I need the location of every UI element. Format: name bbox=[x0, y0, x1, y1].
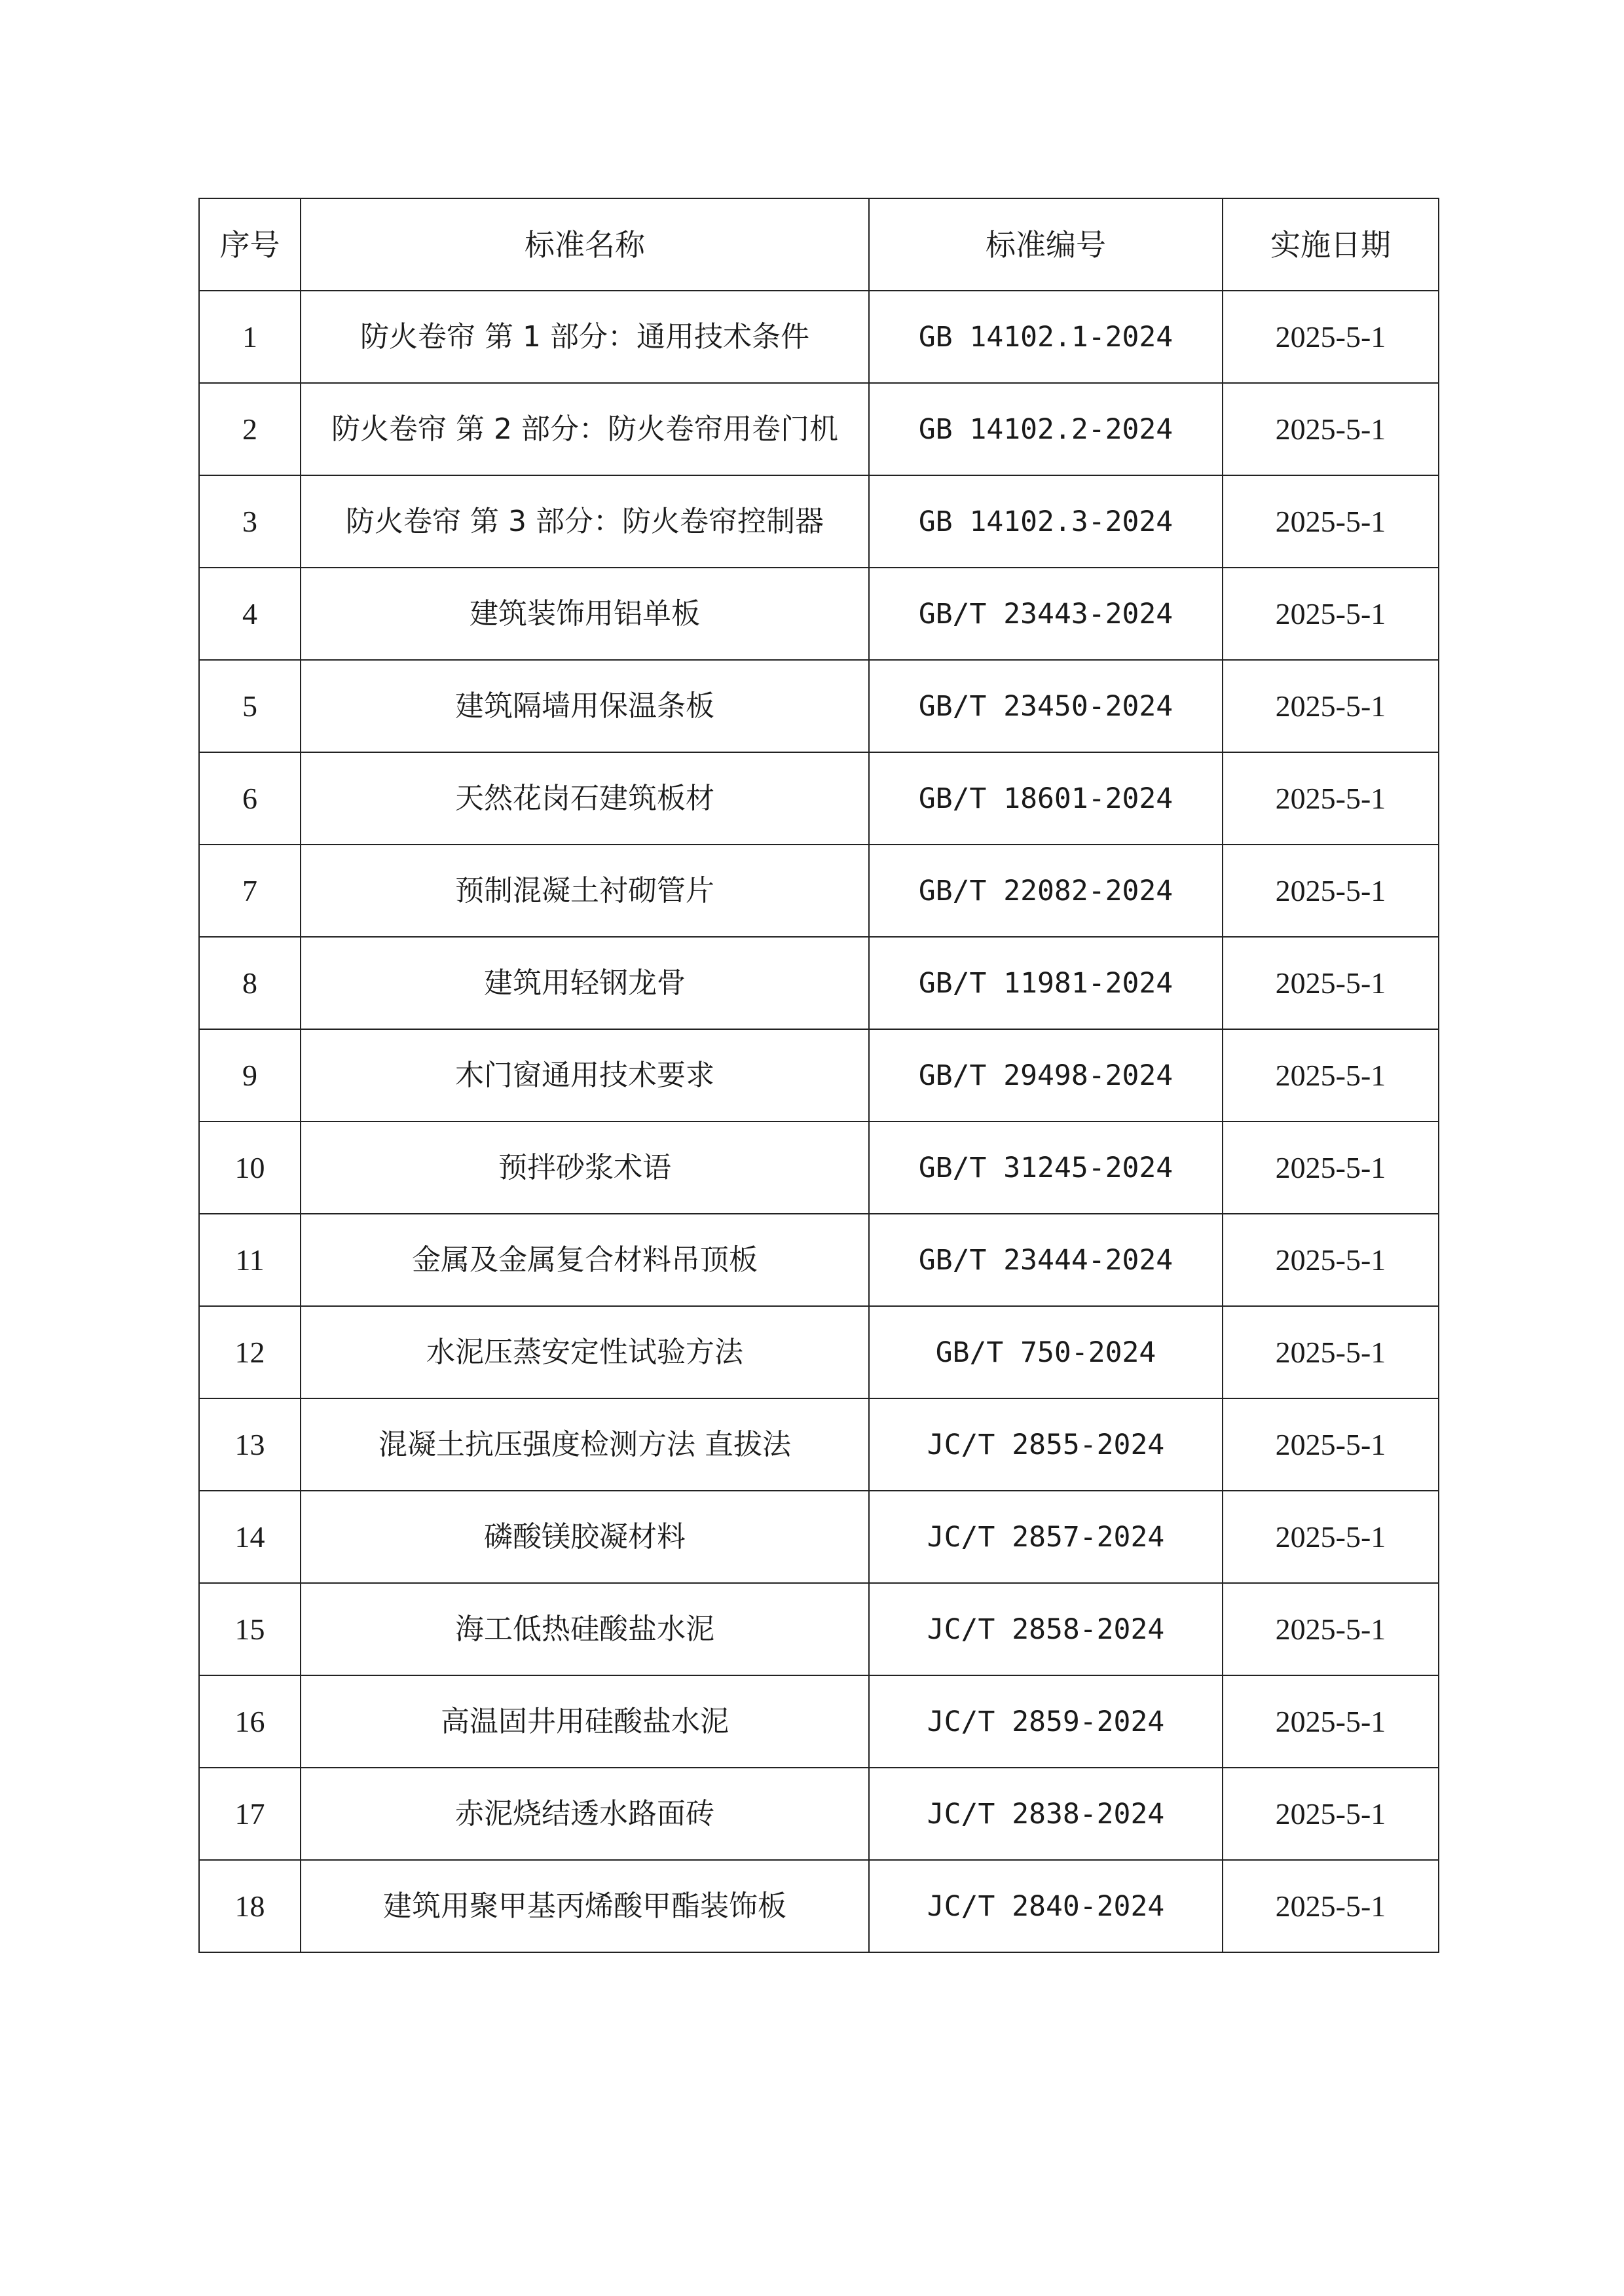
row-effective-date: 2025-5-1 bbox=[1223, 1768, 1439, 1860]
row-standard-name: 高温固井用硅酸盐水泥 bbox=[301, 1675, 869, 1768]
row-effective-date: 2025-5-1 bbox=[1223, 937, 1439, 1029]
row-standard-code: GB/T 29498-2024 bbox=[869, 1029, 1223, 1121]
header-seq: 序号 bbox=[199, 198, 301, 291]
row-seq: 12 bbox=[199, 1306, 301, 1398]
row-standard-code: JC/T 2840-2024 bbox=[869, 1860, 1223, 1952]
table-row bbox=[199, 1306, 1439, 1398]
row-seq: 4 bbox=[199, 568, 301, 660]
table-row bbox=[199, 568, 1439, 660]
row-effective-date: 2025-5-1 bbox=[1223, 568, 1439, 660]
table-body bbox=[199, 291, 1439, 1952]
row-effective-date: 2025-5-1 bbox=[1223, 1306, 1439, 1398]
row-seq: 10 bbox=[199, 1121, 301, 1214]
row-standard-code: GB/T 31245-2024 bbox=[869, 1121, 1223, 1214]
row-standard-code: GB 14102.1-2024 bbox=[869, 291, 1223, 383]
row-seq: 3 bbox=[199, 475, 301, 568]
row-standard-name: 预制混凝土衬砌管片 bbox=[301, 845, 869, 937]
row-effective-date: 2025-5-1 bbox=[1223, 752, 1439, 845]
row-seq: 13 bbox=[199, 1398, 301, 1491]
row-effective-date: 2025-5-1 bbox=[1223, 1398, 1439, 1491]
row-effective-date: 2025-5-1 bbox=[1223, 1675, 1439, 1768]
row-standard-name: 建筑装饰用铝单板 bbox=[301, 568, 869, 660]
row-standard-code: JC/T 2838-2024 bbox=[869, 1768, 1223, 1860]
row-standard-name: 混凝土抗压强度检测方法 直拔法 bbox=[301, 1398, 869, 1491]
table-row bbox=[199, 1768, 1439, 1860]
table-header bbox=[199, 198, 1439, 291]
table-row bbox=[199, 845, 1439, 937]
row-seq: 18 bbox=[199, 1860, 301, 1952]
row-seq: 5 bbox=[199, 660, 301, 752]
row-standard-code: JC/T 2859-2024 bbox=[869, 1675, 1223, 1768]
row-seq: 16 bbox=[199, 1675, 301, 1768]
table-row bbox=[199, 1675, 1439, 1768]
row-seq: 9 bbox=[199, 1029, 301, 1121]
table-row bbox=[199, 1491, 1439, 1583]
row-effective-date: 2025-5-1 bbox=[1223, 1121, 1439, 1214]
row-standard-name: 赤泥烧结透水路面砖 bbox=[301, 1768, 869, 1860]
row-standard-code: GB 14102.2-2024 bbox=[869, 383, 1223, 475]
row-standard-code: GB/T 11981-2024 bbox=[869, 937, 1223, 1029]
row-standard-name: 金属及金属复合材料吊顶板 bbox=[301, 1214, 869, 1306]
row-standard-name: 防火卷帘 第 3 部分：防火卷帘控制器 bbox=[301, 475, 869, 568]
row-standard-name: 防火卷帘 第 1 部分：通用技术条件 bbox=[301, 291, 869, 383]
standards-table bbox=[198, 198, 1439, 1953]
row-standard-code: GB/T 750-2024 bbox=[869, 1306, 1223, 1398]
row-standard-code: GB 14102.3-2024 bbox=[869, 475, 1223, 568]
row-standard-code: JC/T 2858-2024 bbox=[869, 1583, 1223, 1675]
row-standard-name: 木门窗通用技术要求 bbox=[301, 1029, 869, 1121]
row-standard-name: 磷酸镁胶凝材料 bbox=[301, 1491, 869, 1583]
row-effective-date: 2025-5-1 bbox=[1223, 660, 1439, 752]
row-standard-code: GB/T 23443-2024 bbox=[869, 568, 1223, 660]
table-row bbox=[199, 1398, 1439, 1491]
header-date: 实施日期 bbox=[1223, 198, 1439, 291]
row-standard-name: 海工低热硅酸盐水泥 bbox=[301, 1583, 869, 1675]
row-seq: 7 bbox=[199, 845, 301, 937]
table-row bbox=[199, 1860, 1439, 1952]
row-effective-date: 2025-5-1 bbox=[1223, 383, 1439, 475]
table-row bbox=[199, 752, 1439, 845]
row-seq: 14 bbox=[199, 1491, 301, 1583]
row-seq: 17 bbox=[199, 1768, 301, 1860]
table-row bbox=[199, 937, 1439, 1029]
table-row bbox=[199, 383, 1439, 475]
row-standard-code: GB/T 22082-2024 bbox=[869, 845, 1223, 937]
table-row bbox=[199, 291, 1439, 383]
row-standard-code: JC/T 2855-2024 bbox=[869, 1398, 1223, 1491]
table-row bbox=[199, 1214, 1439, 1306]
header-name: 标准名称 bbox=[301, 198, 869, 291]
row-effective-date: 2025-5-1 bbox=[1223, 1029, 1439, 1121]
row-standard-code: GB/T 18601-2024 bbox=[869, 752, 1223, 845]
table-row bbox=[199, 1029, 1439, 1121]
header-row bbox=[199, 198, 1439, 291]
row-effective-date: 2025-5-1 bbox=[1223, 1860, 1439, 1952]
row-effective-date: 2025-5-1 bbox=[1223, 291, 1439, 383]
row-standard-code: GB/T 23444-2024 bbox=[869, 1214, 1223, 1306]
row-standard-code: GB/T 23450-2024 bbox=[869, 660, 1223, 752]
row-standard-name: 建筑用轻钢龙骨 bbox=[301, 937, 869, 1029]
row-standard-name: 建筑隔墙用保温条板 bbox=[301, 660, 869, 752]
row-seq: 6 bbox=[199, 752, 301, 845]
row-standard-name: 水泥压蒸安定性试验方法 bbox=[301, 1306, 869, 1398]
row-effective-date: 2025-5-1 bbox=[1223, 1214, 1439, 1306]
row-standard-name: 建筑用聚甲基丙烯酸甲酯装饰板 bbox=[301, 1860, 869, 1952]
header-code: 标准编号 bbox=[869, 198, 1223, 291]
row-seq: 11 bbox=[199, 1214, 301, 1306]
row-standard-name: 预拌砂浆术语 bbox=[301, 1121, 869, 1214]
table-row bbox=[199, 660, 1439, 752]
row-standard-name: 天然花岗石建筑板材 bbox=[301, 752, 869, 845]
row-effective-date: 2025-5-1 bbox=[1223, 1583, 1439, 1675]
table-row bbox=[199, 475, 1439, 568]
row-standard-code: JC/T 2857-2024 bbox=[869, 1491, 1223, 1583]
row-effective-date: 2025-5-1 bbox=[1223, 845, 1439, 937]
row-effective-date: 2025-5-1 bbox=[1223, 475, 1439, 568]
table-row bbox=[199, 1583, 1439, 1675]
table-row bbox=[199, 1121, 1439, 1214]
row-standard-name: 防火卷帘 第 2 部分：防火卷帘用卷门机 bbox=[301, 383, 869, 475]
row-seq: 8 bbox=[199, 937, 301, 1029]
row-effective-date: 2025-5-1 bbox=[1223, 1491, 1439, 1583]
row-seq: 2 bbox=[199, 383, 301, 475]
row-seq: 15 bbox=[199, 1583, 301, 1675]
row-seq: 1 bbox=[199, 291, 301, 383]
